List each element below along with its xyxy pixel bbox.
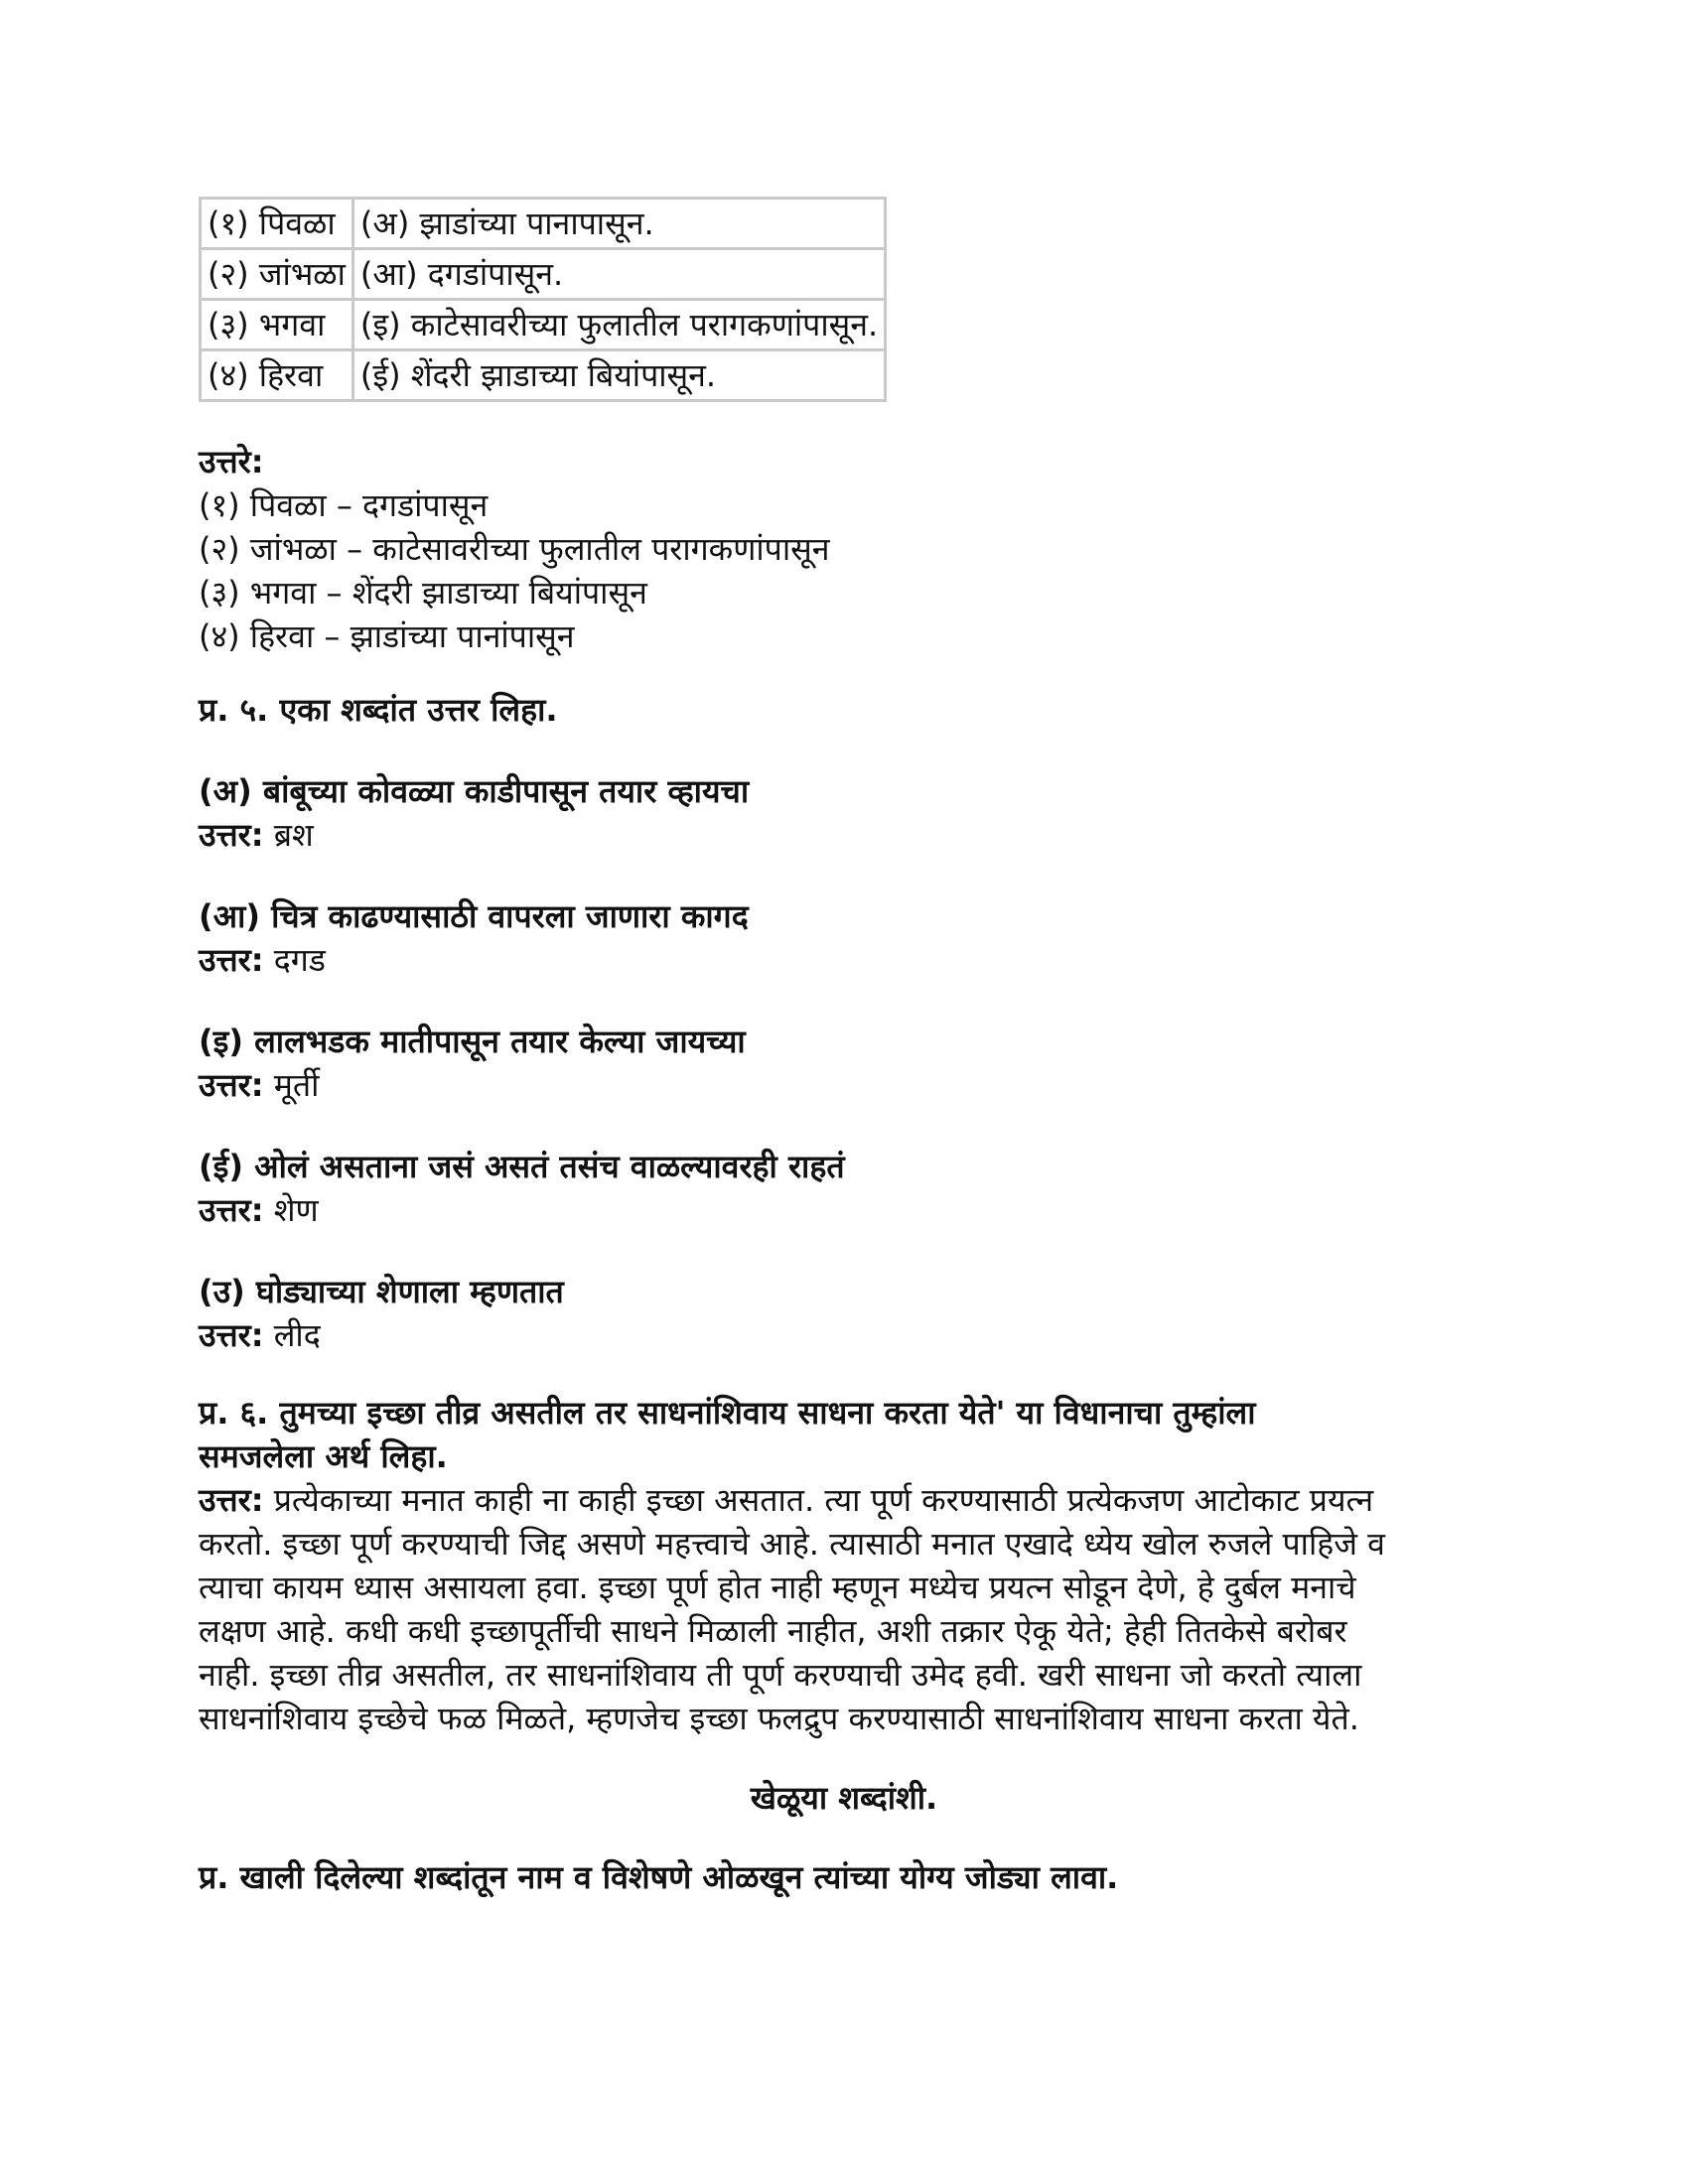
table-cell-color: (३) भगवा (201, 300, 353, 350)
answer-label: उत्तर: (199, 1316, 264, 1354)
question-item (199, 769, 1489, 857)
question-item (199, 1145, 1489, 1232)
answer-item: (२) जांभळा – काटेसावरीच्या फुलातील परागकणांपासून (199, 530, 830, 568)
question-item (199, 894, 1489, 982)
answer-line: करतो. इच्छा पूर्ण करण्याची जिद्द असणे महत्त्वाचे आहे. त्यासाठी मनात एखादे ध्येय खोल रुजले पाहिजे व (199, 1525, 1385, 1563)
answers-heading: उत्तरे: (199, 443, 264, 480)
table-row (201, 350, 886, 401)
question-text: (उ) घोड्याच्या शेणाला म्हणतात (199, 1273, 564, 1310)
answer-line: नाही. इच्छा तीव्र असतील, तर साधनांशिवाय ती पूर्ण करण्याची उमेद हवी. खरी साधना जो करतो त्याला (199, 1656, 1362, 1694)
table-row (201, 300, 886, 350)
answer-text: लीद (273, 1316, 321, 1354)
answer-item: (४) हिरवा – झाडांच्या पानांपासून (199, 617, 575, 655)
answer-label: उत्तर: (199, 816, 264, 854)
question-6-block (199, 1391, 1489, 1740)
answer-item: (३) भगवा – शेंदरी झाडाच्या बियांपासून (199, 574, 647, 612)
answer-line: लक्षण आहे. कधी कधी इच्छापूर्तीची साधने मिळाली नाहीत, अशी तक्रार ऐकू येते; हेही तितकेसे बरोबर (199, 1612, 1347, 1650)
table-row (201, 199, 886, 249)
answer-label: उत्तर: (199, 1191, 264, 1229)
answer-label: उत्तर: (199, 1481, 264, 1519)
question-item (199, 1020, 1489, 1107)
answer-label: उत्तर: (199, 941, 264, 979)
answer-text: मूर्ती (273, 1066, 320, 1104)
answer-text: शेण (273, 1191, 319, 1229)
answer-item: (१) पिवळा – दगडांपासून (199, 486, 489, 524)
document-page (199, 197, 1489, 1899)
question-text: (इ) लालभडक मातीपासून तयार केल्या जायच्या (199, 1023, 746, 1060)
last-question-heading: प्र. खाली दिलेल्या शब्दांतून नाम व विशेषणे ओळखून त्यांच्या योग्य जोड्या लावा. (199, 1858, 1119, 1896)
section-heading: खेळूया शब्दांशी. (750, 1779, 938, 1817)
question-5-heading: प्र. ५. एका शब्दांत उत्तर लिहा. (199, 691, 558, 729)
table-cell-color: (४) हिरवा (201, 350, 353, 401)
table-cell-source: (अ) झाडांच्या पानापासून. (352, 199, 885, 249)
question-item (199, 1270, 1489, 1357)
question-6-heading-line: प्र. ६. तुमच्या इच्छा तीव्र असतील तर साधनांशिवाय साधना करता येते' या विधानाचा तुम्हांला (199, 1394, 1256, 1432)
table-cell-color: (१) पिवळा (201, 199, 353, 249)
table-cell-source: (इ) काटेसावरीच्या फुलातील परागकणांपासून. (352, 300, 885, 350)
table-cell-color: (२) जांभळा (201, 249, 353, 300)
answer-line: प्रत्येकाच्या मनात काही ना काही इच्छा असतात. त्या पूर्ण करण्यासाठी प्रत्येकजण आटोकाट प्रयत्न (263, 1481, 1374, 1519)
answer-line: साधनांशिवाय इच्छेचे फळ मिळते, म्हणजेच इच्छा फलद्रुप करण्यासाठी साधनांशिवाय साधना करता येते. (199, 1700, 1359, 1737)
table-cell-source: (आ) दगडांपासून. (352, 249, 885, 300)
question-text: (अ) बांबूच्या कोवळ्या काडीपासून तयार व्हायचा (199, 772, 750, 810)
question-text: (ई) ओलं असताना जसं असतं तसंच वाळल्यावरही राहतं (199, 1148, 845, 1185)
answers-block (199, 440, 1489, 658)
answer-text: ब्रश (273, 816, 314, 854)
answer-text: दगड (273, 941, 326, 979)
answer-line: त्याचा कायम ध्यास असायला हवा. इच्छा पूर्ण होत नाही म्हणून मध्येच प्रयत्न सोडून देणे, हे दुर्बल मनाचे (199, 1569, 1356, 1606)
question-text: (आ) चित्र काढण्यासाठी वापरला जाणारा कागद (199, 897, 749, 935)
matching-table (199, 197, 887, 402)
question-6-heading-line: समजलेला अर्थ लिहा. (199, 1437, 448, 1475)
table-row (201, 249, 886, 300)
table-cell-source: (ई) शेंदरी झाडाच्या बियांपासून. (352, 350, 885, 401)
answer-label: उत्तर: (199, 1066, 264, 1104)
